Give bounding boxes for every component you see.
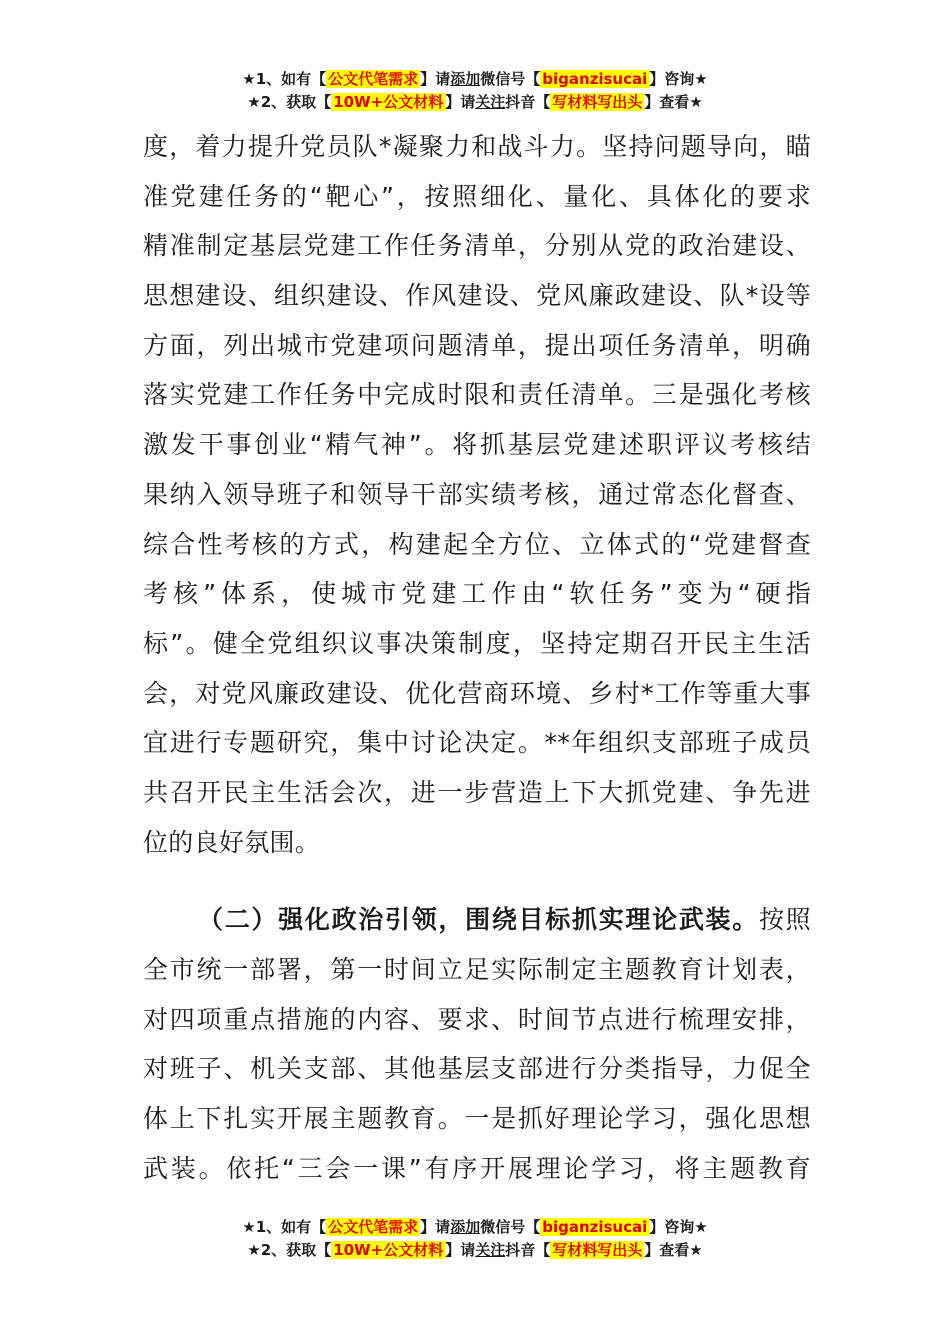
banner-underlined-text: 关注 xyxy=(475,93,506,111)
text-line: 对四项重点措施的内容、要求、时间节点进行梳理安排， xyxy=(143,1004,811,1034)
text-line: 方面，列出城市党建项问题清单，提出项任务清单，明确 xyxy=(143,330,811,360)
banner-line-1 xyxy=(0,1216,950,1239)
text-line: 共召开民主生活会次，进一步营造上下大抓党建、争先进 xyxy=(143,777,811,807)
banner-line-2 xyxy=(0,1239,950,1262)
text-line: 考核”体系，使城市党建工作由“软任务”变为“硬指 xyxy=(143,579,811,609)
text-line: 体上下扎实开展主题教育。一是抓好理论学习，强化思想 xyxy=(143,1104,811,1134)
banner-text: 】请 xyxy=(420,70,451,88)
banner-text: 微信号【 xyxy=(480,70,541,88)
wechat-id: biganzisucai xyxy=(542,70,648,88)
banner-underlined-text: 添加 xyxy=(450,1218,481,1236)
text-line xyxy=(143,895,811,945)
text-line: 全市统一部署，第一时间立足实际制定主题教育计划表， xyxy=(143,955,811,984)
paragraph-gap xyxy=(143,867,811,895)
banner-underlined-text: 关注 xyxy=(475,1241,506,1259)
banner-text: 】咨询★ xyxy=(649,1218,708,1236)
text-line: 会，对党风廉政建设、优化营商环境、乡村*工作等重大事 xyxy=(143,678,811,708)
text-line: 位的良好氛围。 xyxy=(143,827,321,857)
banner-text: ★1、如有【 xyxy=(242,1218,327,1236)
banner-text: ★2、获取【 xyxy=(247,1241,332,1259)
highlight-label: 10W+公文材料 xyxy=(333,93,444,111)
text-line: 对班子、机关支部、其他基层支部进行分类指导，力促全 xyxy=(143,1054,811,1084)
banner-text: 】请 xyxy=(445,1241,476,1259)
banner-text: 】查看★ xyxy=(644,1241,703,1259)
banner-text: 】请 xyxy=(445,93,476,111)
banner-text: 】请 xyxy=(420,1218,451,1236)
text-line: 准党建任务的“靶心”，按照细化、量化、具体化的要求 xyxy=(143,181,811,211)
text-line: 度，着力提升党员队*凝聚力和战斗力。坚持问题导向，瞄 xyxy=(143,132,811,161)
text-line: 标”。健全党组织议事决策制度，坚持定期召开民主生活 xyxy=(143,628,811,658)
highlight-label: 公文代笔需求 xyxy=(328,70,419,88)
document-body xyxy=(143,122,811,1193)
text-line: 思想建设、组织建设、作风建设、党风廉政建设、队*设等 xyxy=(143,281,811,311)
section-heading: （二）强化政治引领，围绕目标抓实理论武装。 xyxy=(198,905,759,935)
banner-text: 】查看★ xyxy=(644,93,703,111)
footer-banner xyxy=(0,1216,950,1262)
wechat-id: biganzisucai xyxy=(542,1218,648,1236)
paragraph-1 xyxy=(143,122,811,867)
banner-line-1 xyxy=(0,68,950,91)
banner-text: ★1、如有【 xyxy=(242,70,327,88)
banner-text: 微信号【 xyxy=(480,1218,541,1236)
banner-line-2 xyxy=(0,91,950,114)
highlight-label: 公文代笔需求 xyxy=(328,1218,419,1236)
douyin-account: 写材料写出头 xyxy=(552,1241,643,1259)
banner-text: ★2、获取【 xyxy=(247,93,332,111)
text-line: 武装。依托“三会一课”有序开展理论学习，将主题教育 xyxy=(143,1153,811,1183)
text-line: 宜进行专题研究，集中讨论决定。**年组织支部班子成员 xyxy=(143,728,811,758)
text-run: 按照 xyxy=(758,905,811,935)
text-line: 果纳入领导班子和领导干部实绩考核，通过常态化督查、 xyxy=(143,479,811,509)
douyin-account: 写材料写出头 xyxy=(552,93,643,111)
banner-text: 抖音【 xyxy=(505,1241,551,1259)
text-line: 综合性考核的方式，构建起全方位、立体式的“党建督查 xyxy=(143,529,811,559)
paragraph-2 xyxy=(143,895,811,1193)
text-line: 激发干事创业“精气神”。将抓基层党建述职评议考核结 xyxy=(143,430,811,460)
banner-underlined-text: 添加 xyxy=(450,70,481,88)
header-banner xyxy=(0,68,950,114)
banner-text: 】咨询★ xyxy=(649,70,708,88)
text-line: 精准制定基层党建工作任务清单，分别从党的政治建设、 xyxy=(143,231,811,261)
text-line: 落实党建工作任务中完成时限和责任清单。三是强化考核 xyxy=(143,380,811,410)
highlight-label: 10W+公文材料 xyxy=(333,1241,444,1259)
banner-text: 抖音【 xyxy=(505,93,551,111)
